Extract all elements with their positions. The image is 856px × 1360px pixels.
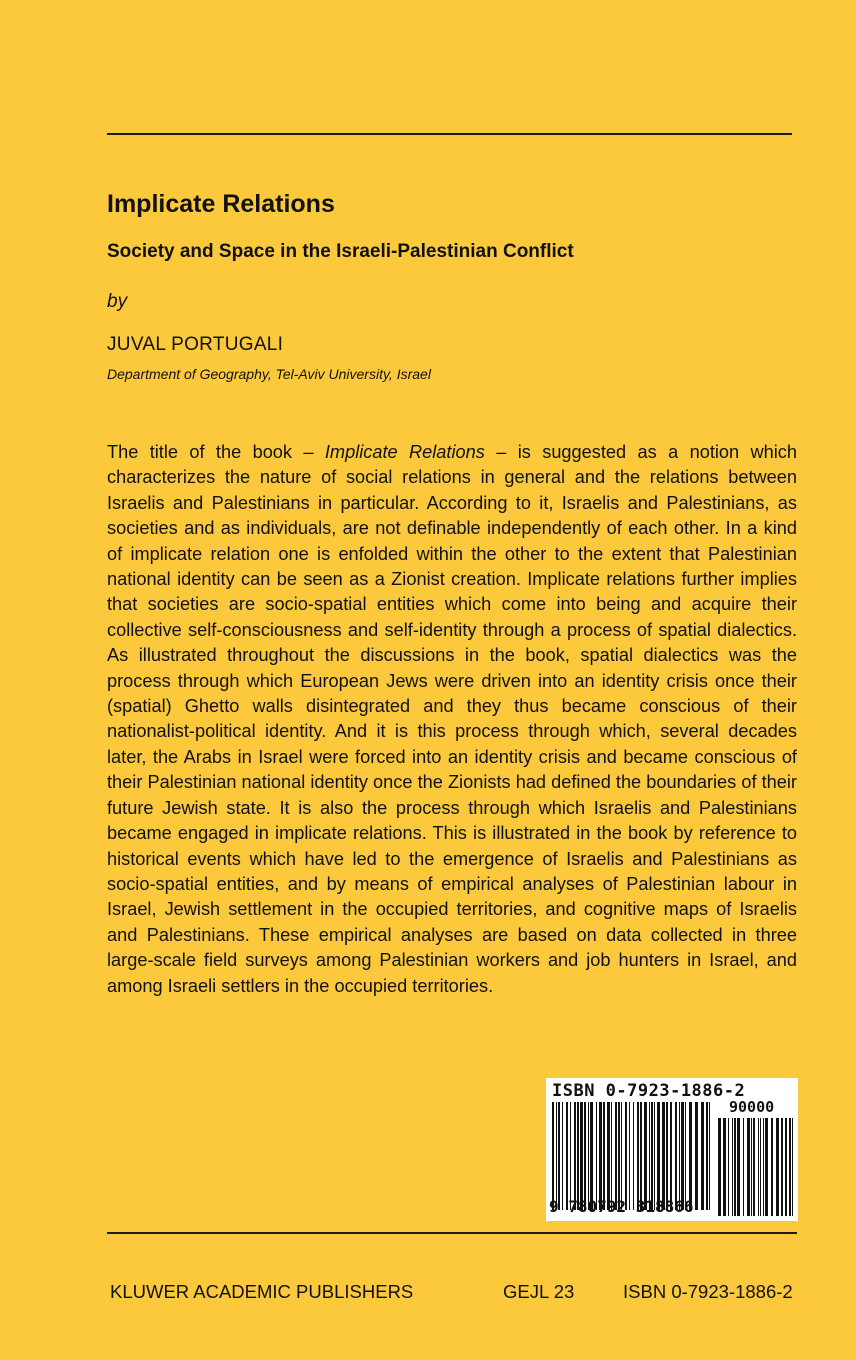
barcode-bar [709, 1102, 710, 1210]
barcode-bar [751, 1118, 752, 1216]
barcode-bar [753, 1118, 755, 1216]
barcode-bar [596, 1102, 597, 1210]
author-affiliation: Department of Geography, Tel-Aviv University, Israel [107, 366, 431, 382]
blurb-lead: The title of the book – [107, 442, 325, 462]
barcode-bar [603, 1102, 605, 1210]
barcode-bar [681, 1102, 684, 1210]
barcode-bar [765, 1118, 768, 1216]
barcode-bar [644, 1102, 647, 1210]
blurb-rest: – is suggested as a notion which characterizes the nature of social relations in general and the relations between Israelis and Palestinians in particular. According to it, Israelis and Palestinians, as societies and as individuals, are not definable independently of each other. In a kind of implicate relation one is enfolded within the other to the extent that Palestinian national identity can be seen as a Zionist creation. Implicate relations further implies that societies are socio-spatial entities which come into being and acquire their collective self-consciousness and self-identity through a process of spatial dialectics. As illustrated throughout the discussions in the book, spatial dialectics was the process through which European Jews were driven into an identity crisis once their (spatial) Ghetto walls disintegrated and they thus became conscious of their nationalist-political identity. And it is this process through which, several decades later, the Arabs in Israel were forced into an identity crisis and became conscious of their Palestinian national identity once the Zionists had defined the boundaries of their future Jewish state. It is also the process through which Israelis and Palestinians became engaged in implicate relations. This is illustrated in the book by reference to historical events which have led to the emergence of Israelis and Palestinians as socio-spatial entities, and by means of empirical analyses of Palestinian labour in Israel, Jewish settlement in the occupied territories, and cognitive maps of Israelis and Palestinians. These empirical analyses are based on data collected in three large-scale field surveys among Palestinian workers and job hunters in Israel, and among Israeli settlers in the occupied territories. [107, 442, 798, 996]
barcode-ean-number: 9 780792 318866 [549, 1197, 694, 1216]
barcode-bar [747, 1118, 750, 1216]
barcode-bar [577, 1102, 579, 1210]
barcode-bar [763, 1118, 764, 1216]
series-code: GEJL 23 [503, 1281, 575, 1302]
barcode-bar [785, 1118, 787, 1216]
by-label: by [107, 291, 128, 312]
barcode-bar [580, 1102, 583, 1210]
book-title: Implicate Relations [107, 190, 335, 218]
barcode-isbn-label: ISBN 0-7923-1886-2 [552, 1081, 746, 1101]
book-subtitle: Society and Space in the Israeli-Palestinian Conflict [107, 241, 574, 262]
barcode-bar [689, 1102, 692, 1210]
barcode-bar [633, 1102, 634, 1210]
barcode-bar [599, 1102, 602, 1210]
barcode-bar [685, 1102, 686, 1210]
barcode-bar [718, 1118, 721, 1216]
barcode-bar [723, 1118, 726, 1216]
barcode-bar [670, 1102, 672, 1210]
footer-isbn: ISBN 0-7923-1886-2 [623, 1281, 793, 1302]
barcode-bar [584, 1102, 586, 1210]
barcode-bar [743, 1118, 744, 1216]
barcode-bar [675, 1102, 677, 1210]
barcode-addon-number: 90000 [729, 1098, 775, 1116]
barcode-bar [792, 1118, 793, 1216]
barcode-bar [706, 1102, 708, 1210]
barcode-bar [611, 1102, 612, 1210]
barcode-bar [640, 1102, 642, 1210]
barcode-bar [781, 1118, 783, 1216]
barcode-bar [679, 1102, 680, 1210]
barcode-bar [570, 1102, 571, 1210]
barcode-bar [732, 1118, 733, 1216]
barcode-bar [657, 1102, 660, 1210]
barcode-bar [552, 1102, 554, 1210]
barcode-bar [566, 1102, 568, 1210]
barcode-bar [701, 1102, 704, 1210]
barcode-bar [621, 1102, 622, 1210]
blurb-text [107, 440, 797, 999]
bottom-rule [107, 1232, 797, 1234]
barcode-bar [649, 1102, 650, 1210]
barcode-bar [562, 1102, 563, 1210]
barcode-bar [695, 1102, 698, 1210]
barcode-bar [629, 1102, 630, 1210]
barcode-bar [666, 1102, 668, 1210]
blurb-italic-title: Implicate Relations [324, 442, 485, 462]
barcode-bar [651, 1102, 653, 1210]
top-rule [107, 133, 792, 135]
barcode-bar [654, 1102, 655, 1210]
barcode-bar [737, 1118, 740, 1216]
author-name: JUVAL PORTUGALI [107, 334, 284, 355]
publisher-name: KLUWER ACADEMIC PUBLISHERS [110, 1281, 414, 1302]
barcode-bar [734, 1118, 736, 1216]
barcode-bar [588, 1102, 589, 1210]
barcode-bar [625, 1102, 627, 1210]
barcode-bar [789, 1118, 791, 1216]
barcode-bar [637, 1102, 639, 1210]
barcode-bar [758, 1118, 759, 1216]
barcode-bar [558, 1102, 560, 1210]
barcode-bar [728, 1118, 729, 1216]
barcode-bar [776, 1118, 779, 1216]
barcode-bar [590, 1102, 593, 1210]
isbn-barcode [546, 1078, 798, 1221]
barcode-bar [607, 1102, 610, 1210]
barcode-bar [662, 1102, 665, 1210]
barcode-bar [556, 1102, 557, 1210]
barcode-bar [760, 1118, 761, 1216]
barcode-bar [618, 1102, 620, 1210]
barcode-bar [771, 1118, 773, 1216]
barcode-bar [615, 1102, 617, 1210]
barcode-bar [574, 1102, 576, 1210]
